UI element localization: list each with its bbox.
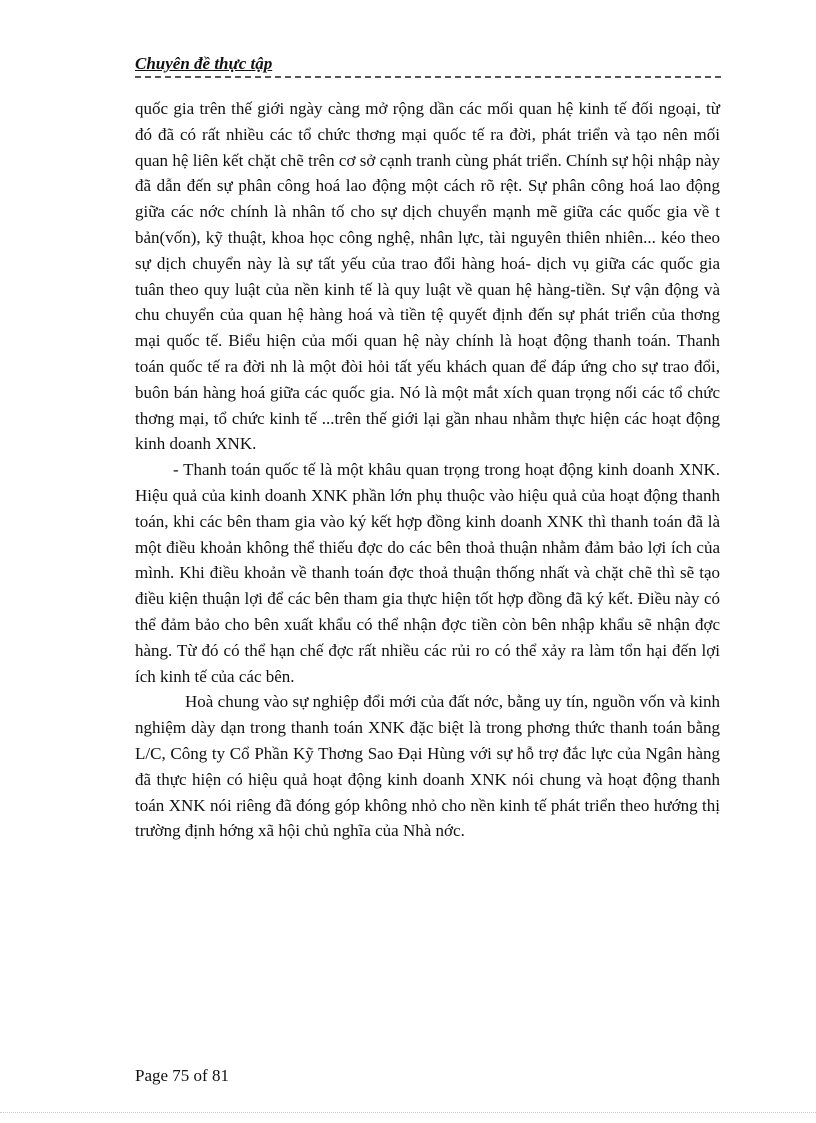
page-header xyxy=(135,52,721,78)
paragraph-dash-item: - Thanh toán quốc tế là một khâu quan trọng trong hoạt động kinh doanh XNK. Hiệu quả của kinh doanh XNK phần lớn phụ thuộc vào hiệu quả của hoạt động thanh toán, khi các bên tham gia vào ký kết hợp đồng kinh doanh XNK thì thanh toán đã là một điều khoản không thể thiếu đợc do các bên thoả thuận nhằm đảm bảo lợi ích của mình. Khi điều khoản về thanh toán đợc thoả thuận thống nhất và chặt chẽ thì sẽ tạo điều kiện thuận lợi để các bên tham gia thực hiện tốt hợp đồng đã ký kết. Điều này có thể đảm bảo cho bên xuất khẩu có thể nhận đợc tiền còn bên nhập khẩu sẽ nhận đợc hàng. Từ đó có thể hạn chế đợc rất nhiều các rủi ro có thể xảy ra làm tổn hại đến lợi ích kinh tế của các bên. xyxy=(135,460,720,686)
page-footer: Page 75 of 81 xyxy=(135,1066,229,1085)
paragraph-intro: quốc gia trên thế giới ngày càng mở rộng dần các mối quan hệ kinh tế đối ngoại, từ đó đã có rất nhiều các tổ chức thơng mại quốc tế ra đời, phát triển và tạo nên mối quan hệ liên kết chặt chẽ trên cơ sở cạnh tranh cùng phát triển. Chính sự hội nhập này đã dẫn đến sự phân công hoá lao động một cách rõ rệt. Sự phân công hoá lao động giữa các nớc chính là nhân tố cho sự dịch chuyển mạnh mẽ giữa các quốc gia về t bản(vốn), kỹ thuật, khoa học công nghệ, nhân lực, tài nguyên thiên nhiên... kéo theo sự dịch chuyển này là sự tất yếu của trao đổi hàng hoá- dịch vụ giữa các quốc gia tuân theo quy luật của nền kinh tế là quy luật về quan hệ hàng-tiền. Sự vận động và chu chuyển của quan hệ hàng hoá và tiền tệ quyết định đến sự phát triển của thơng mại quốc tế. Biểu hiện của mối quan hệ này chính là hoạt động thanh toán. Thanh toán quốc tế ra đời nh là một đòi hỏi tất yếu khách quan để đáp ứng cho sự trao đổi, buôn bán hàng hoá giữa các quốc gia. Nó là một mắt xích quan trọng nối các tổ chức thơng mại, tổ chức kinh tế ...trên thế giới lại gần nhau nhằm thực hiện các hoạt động kinh doanh XNK. xyxy=(135,99,720,454)
paragraph-company: Hoà chung vào sự nghiệp đổi mới của đất nớc, bằng uy tín, nguồn vốn và kinh nghiệm dày dạn trong thanh toán XNK đặc biệt là trong phơng thức thanh toán bằng L/C, Công ty Cổ Phần Kỹ Thơng Sao Đại Hùng với sự hỗ trợ đắc lực của Ngân hàng đã thực hiện có hiệu quả hoạt động kinh doanh XNK nói chung và hoạt động thanh toán XNK nói riêng đã đóng góp không nhỏ cho nền kinh tế phát triển theo hướng thị trường định hớng xã hội chủ nghĩa của Nhà nớc. xyxy=(135,692,720,841)
footer-divider xyxy=(0,1112,816,1113)
header-title: Chuyên đề thực tập xyxy=(135,54,276,73)
body-text xyxy=(135,96,720,844)
